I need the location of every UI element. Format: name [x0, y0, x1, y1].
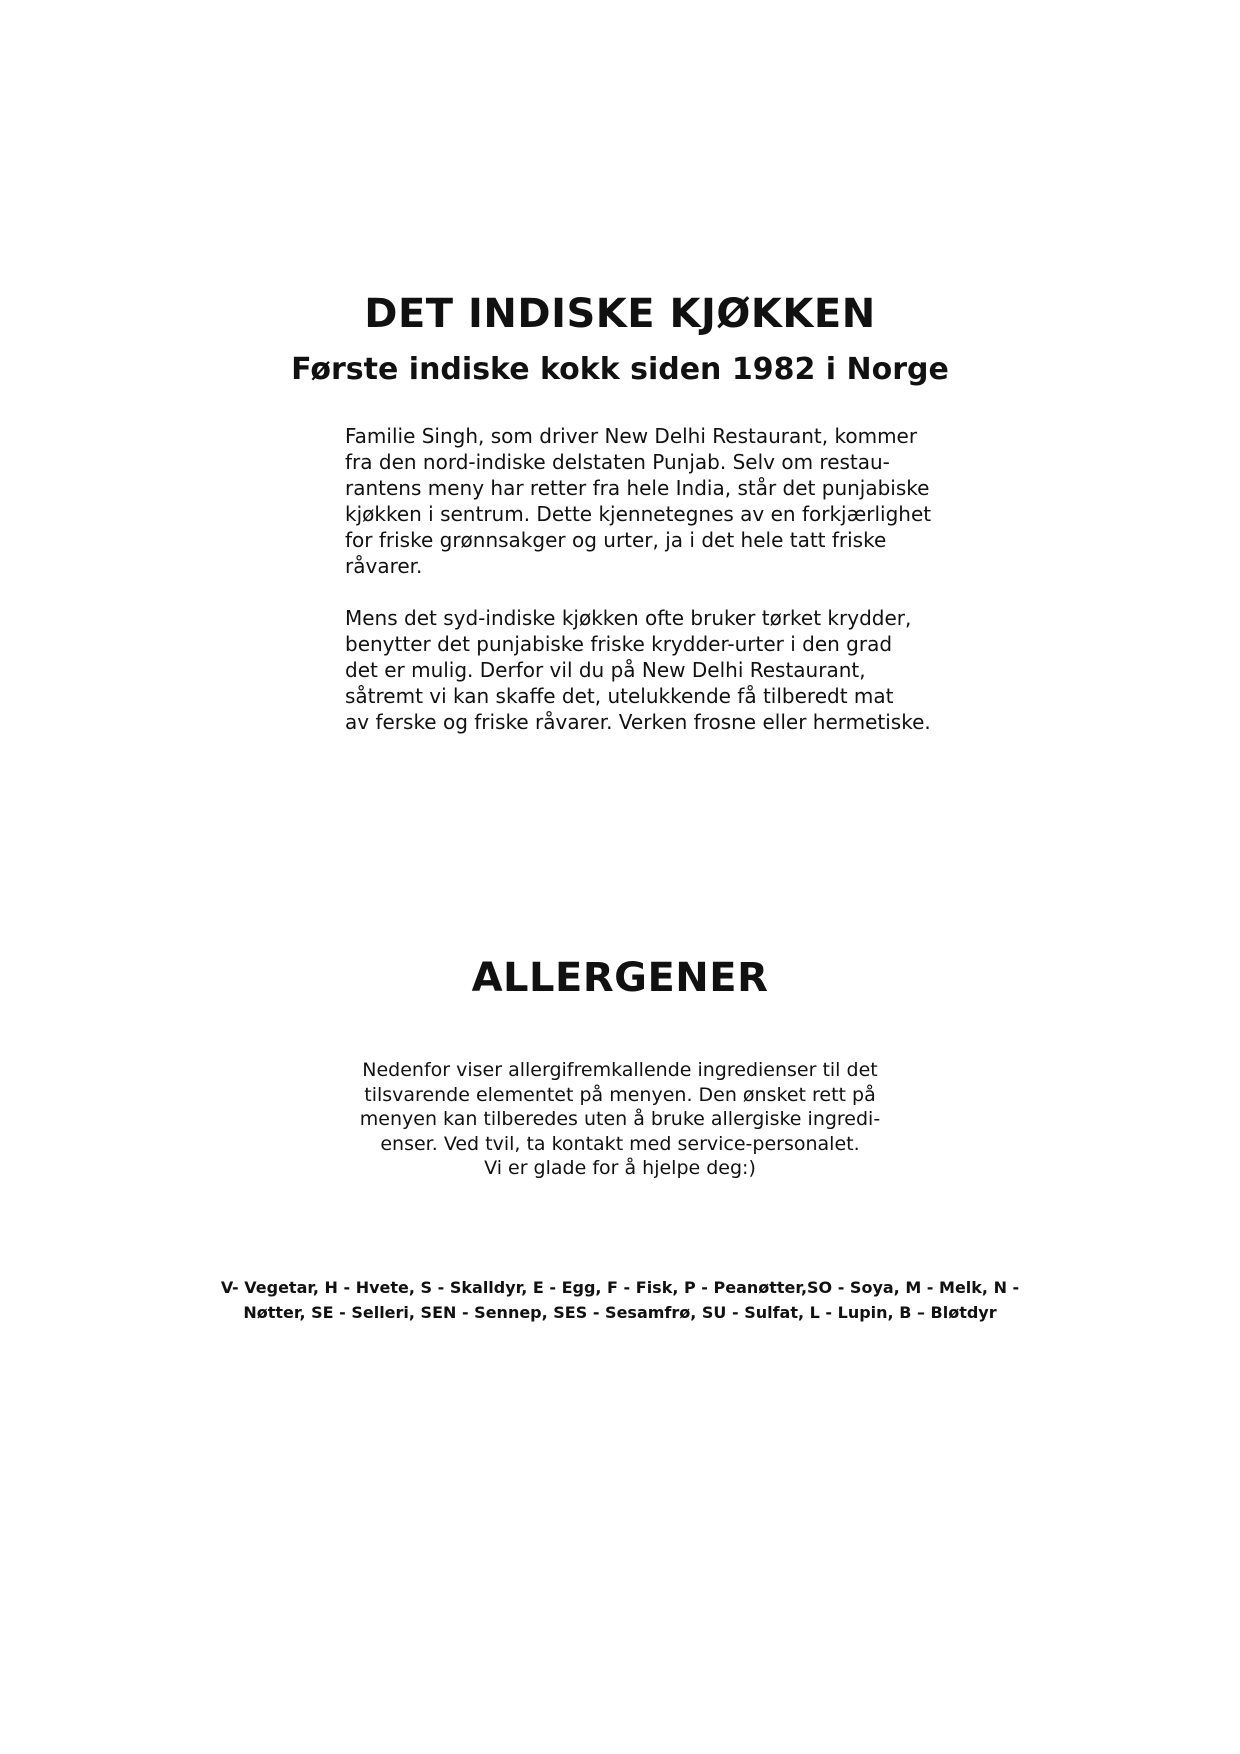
description-line: Vi er glade for å hjelpe deg:) — [484, 1157, 756, 1179]
paragraph-line: Mens det syd-indiske kjøkken ofte bruker tørket krydder, — [345, 606, 912, 630]
description-line: Nedenfor viser allergifremkallende ingredienser til det — [362, 1059, 878, 1081]
paragraph-line: Familie Singh, som driver New Delhi Restaurant, kommer — [345, 424, 918, 448]
paragraph-line: råvarer. — [345, 554, 423, 578]
paragraph-line: det er mulig. Derfor vil du på New Delhi Restaurant, — [345, 658, 866, 682]
allergens-title: ALLERGENER — [471, 955, 769, 1001]
intro-paragraph-1 — [345, 423, 932, 579]
description-line: tilsvarende elementet på menyen. Den ønsket rett på — [364, 1083, 876, 1106]
paragraph-line: rantens meny har retter fra hele India, står det punjabiske — [345, 476, 930, 500]
page-title: DET INDISKE KJØKKEN — [364, 291, 876, 337]
legend-line: V- Vegetar, H - Hvete, S - Skalldyr, E - Egg, F - Fisk, P - Peanøtter,SO - Soya, M - Melk, N - — [220, 1278, 1020, 1297]
paragraph-line: benytter det punjabiske friske krydder-urter i den grad — [345, 632, 893, 656]
paragraph-line: fra den nord-indiske delstaten Punjab. Selv om restau- — [345, 450, 890, 474]
legend-line: Nøtter, SE - Selleri, SEN - Sennep, SES - Sesamfrø, SU - Sulfat, L - Lupin, B – Bløtdyr — [243, 1303, 997, 1322]
paragraph-line: såtremt vi kan skaffe det, utelukkende få tilberedt mat — [345, 684, 894, 708]
intro-paragraph-2 — [345, 605, 931, 735]
paragraph-line: for friske grønnsakger og urter, ja i det hele tatt friske — [345, 528, 887, 552]
description-line: menyen kan tilberedes uten å bruke allergiske ingredi- — [359, 1108, 881, 1130]
page-subtitle: Første indiske kokk siden 1982 i Norge — [291, 352, 949, 387]
allergen-legend — [0, 1275, 1240, 1325]
paragraph-line: kjøkken i sentrum. Dette kjennetegnes av en forkjærlighet — [345, 502, 932, 526]
description-line: enser. Ved tvil, ta kontakt med service-personalet. — [380, 1132, 860, 1155]
allergens-description — [0, 1058, 1240, 1181]
paragraph-line: av ferske og friske råvarer. Verken frosne eller hermetiske. — [345, 710, 931, 734]
